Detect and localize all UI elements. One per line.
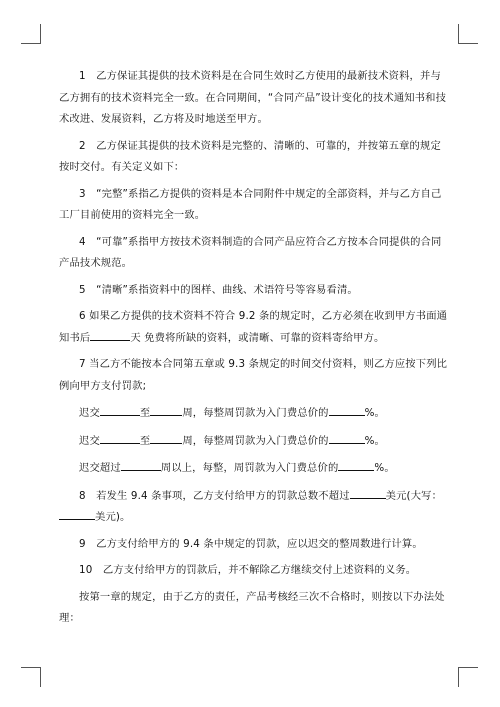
clause-8-text-b: 美元(大写： xyxy=(385,489,443,502)
crop-mark-top-left-h xyxy=(21,43,41,44)
week-from-blank xyxy=(100,404,140,416)
clause-1-line-3: 术改进、发展资料，乙方将及时地送至甲方。 xyxy=(59,113,268,125)
clause-3-line-2: 工厂目前使用的资料完全一致。 xyxy=(59,209,206,221)
penalty-row-2-text-b: 至 xyxy=(139,434,151,447)
penalty-row-1-text-a: 迟交 xyxy=(79,407,100,419)
crop-mark-bottom-left-v xyxy=(40,667,41,687)
crop-mark-bottom-left-h xyxy=(21,667,41,668)
weeks-over-blank xyxy=(121,459,161,471)
clause-9-line-1: 9 乙方支付给甲方的 9.4 条中规定的罚款，应以迟交的整周数进行计算。 xyxy=(79,537,423,550)
clause-10-line-1: 10 乙方支付给甲方的罚款后，并不解除乙方继续交付上述资料的义务。 xyxy=(79,564,417,576)
penalty-row-1-text-b: 至 xyxy=(139,407,151,419)
clause-4-line-2: 产品技术规范。 xyxy=(59,257,133,269)
clause-5-line-1: 5 “清晰”系指资料中的图样、曲线、术语符号等容易看清。 xyxy=(79,283,358,296)
clause-8-line-1 xyxy=(59,486,449,508)
penalty-row-2 xyxy=(59,431,449,453)
clause-2-line-1: 2 乙方保证其提供的技术资料是完整的、清晰的、可靠的，并按第五章的规定 xyxy=(79,139,441,152)
week-to-blank xyxy=(150,432,182,444)
clause-3-line-1: 3 “完整”系指乙方提供的资料是本合同附件中规定的全部资料，并与乙方自己 xyxy=(79,187,442,200)
week-to-blank xyxy=(150,404,182,416)
penalty-row-2-text-c: 周，每整周罚款为入门费总价的 xyxy=(182,434,329,447)
crop-mark-bottom-right-h xyxy=(458,667,478,668)
crop-mark-top-left-v xyxy=(40,24,41,44)
document-body xyxy=(59,66,449,630)
clause-11-line-2: 理： xyxy=(59,612,80,624)
penalty-row-3 xyxy=(59,458,449,480)
clause-6-line-2 xyxy=(59,328,449,350)
clause-7-line-1: 7 当乙方不能按本合同第五章或 9.3 条规定的时间交付资料，则乙方应按下列比 xyxy=(79,358,448,370)
clause-7-line-2: 例向甲方支付罚款; xyxy=(59,379,147,392)
usd-capital-blank xyxy=(59,508,95,520)
penalty-row-3-text-a: 迟交超过 xyxy=(79,462,121,474)
clause-8-text-c: 美元)。 xyxy=(95,511,131,523)
clause-1-line-2: 乙方拥有的技术资料完全一致。在合同期间，“合同产品”设计变化的技术通知书和技 xyxy=(59,91,447,104)
penalty-row-3-text-b: 周以上，每整，周罚款为入门费总价的 xyxy=(160,462,339,474)
clause-6-line-1: 6 如果乙方提供的技术资料不符合 9.2 条的规定时，乙方必须在收到甲方书面通 xyxy=(79,310,448,322)
percent-blank xyxy=(329,404,365,416)
penalty-row-1-text-d: %。 xyxy=(364,407,386,419)
clause-1-line-1: 1 乙方保证其提供的技术资料是在合同生效时乙方使用的最新技术资料，并与 xyxy=(79,70,441,82)
percent-blank xyxy=(329,432,365,444)
clause-8-line-2 xyxy=(59,507,449,529)
usd-amount-blank xyxy=(350,487,386,499)
clause-6-text-a: 知书后 xyxy=(59,331,91,344)
clause-2-line-2: 按时交付。有关定义如下： xyxy=(59,161,185,173)
clause-11-line-1: 按第一章的规定，由于乙方的责任，产品考核经三次不合格时，则按以下办法处 xyxy=(79,590,445,603)
crop-mark-top-right-v xyxy=(458,24,459,44)
penalty-row-2-text-a: 迟交 xyxy=(79,434,100,447)
penalty-row-3-text-c: %。 xyxy=(374,462,395,474)
clause-8-text-a: 8 若发生 9.4 条事项，乙方支付给甲方的罚款总数不超过 xyxy=(79,489,350,502)
crop-mark-bottom-right-v xyxy=(458,667,459,687)
days-blank xyxy=(90,329,130,341)
penalty-row-1 xyxy=(59,403,449,425)
clause-4-line-1: 4 “可靠”系指甲方按技术资料制造的合同产品应符合乙方按本合同提供的合同 xyxy=(79,235,442,248)
clause-6-text-b: 天 免费将所缺的资料，或清晰、可靠的资料寄给甲方。 xyxy=(130,331,385,344)
week-from-blank xyxy=(100,432,140,444)
crop-mark-top-right-h xyxy=(458,43,478,44)
penalty-row-1-text-c: 周，每整周罚款为入门费总价的 xyxy=(182,407,329,419)
penalty-row-2-text-d: %。 xyxy=(364,434,386,447)
percent-blank xyxy=(338,459,374,471)
